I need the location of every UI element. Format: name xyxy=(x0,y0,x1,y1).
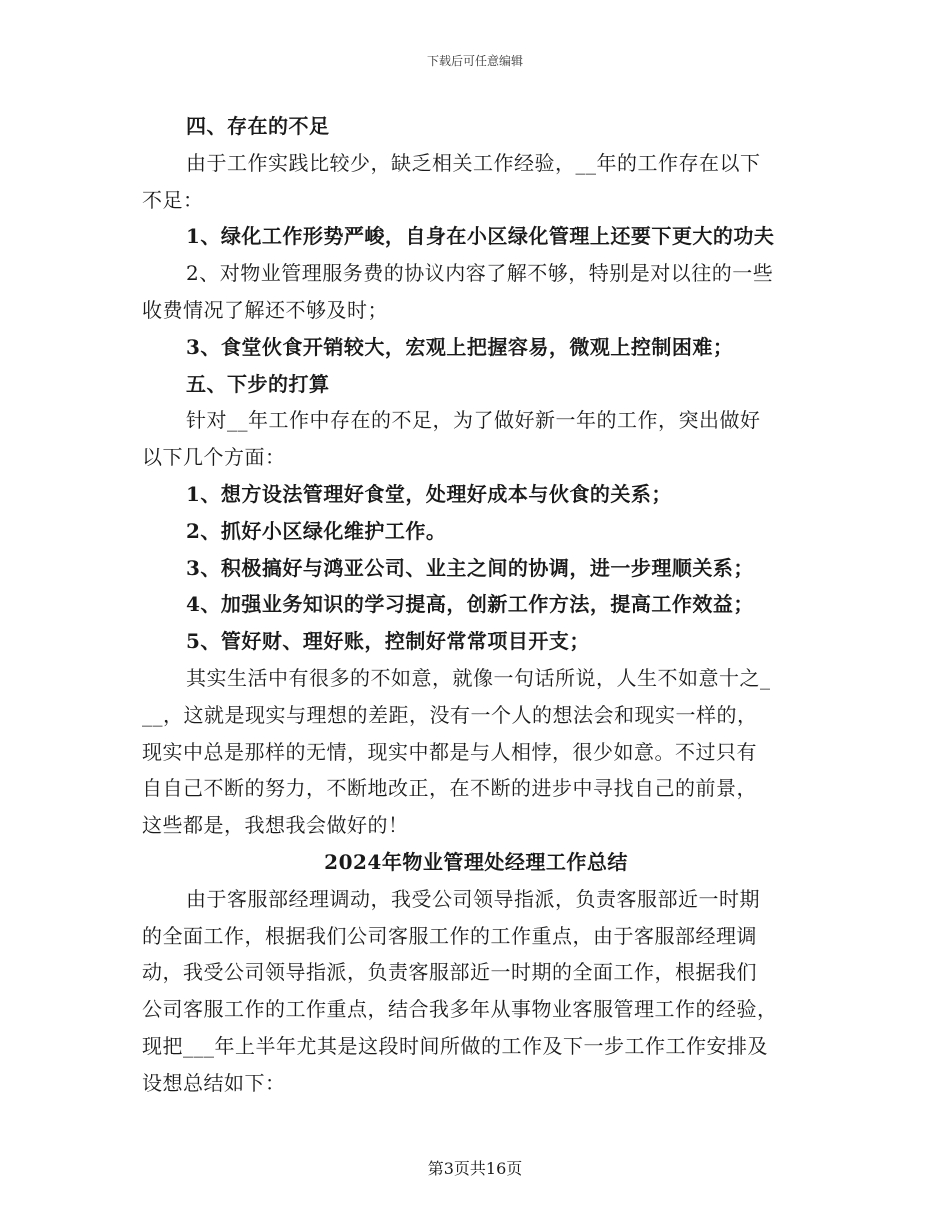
section-heading-shortcomings: 四、存在的不足 xyxy=(186,114,330,138)
page-number: 第3页共16页 xyxy=(427,1159,523,1178)
paragraph-line: 以下几个方面： xyxy=(142,445,286,470)
document-title: 2024年物业管理处经理工作总结 xyxy=(324,849,628,874)
paragraph-line: 针对__年工作中存在的不足，为了做好新一年的工作，突出做好 xyxy=(186,408,761,433)
paragraph-line: 这些都是，我想我会做好的！ xyxy=(142,813,409,838)
document-body xyxy=(142,108,810,1102)
paragraph-line: 现把___年上半年尤其是这段时间所做的工作及下一步工作工作安排及 xyxy=(142,1033,768,1058)
paragraph-line: 收费情况了解还不够及时； xyxy=(142,297,388,322)
paragraph-line: 动，我受公司领导指派，负责客服部近一时期的全面工作，根据我们 xyxy=(142,960,757,985)
paragraph-line: 设想总结如下： xyxy=(142,1070,286,1095)
paragraph-line: 其实生活中有很多的不如意，就像一句话所说，人生不如意十之_ xyxy=(186,665,771,690)
list-item: 5、管好财、理好账，控制好常常项目开支； xyxy=(186,629,590,654)
list-item: 1、想方设法管理好食堂，处理好成本与伙食的关系； xyxy=(186,481,672,506)
paragraph-line: 由于客服部经理调动，我受公司领导指派，负责客服部近一时期 xyxy=(186,886,760,911)
paragraph-line: 的全面工作，根据我们公司客服工作的工作重点，由于客服部经理调 xyxy=(142,923,757,948)
list-item: 2、抓好小区绿化维护工作。 xyxy=(186,518,447,543)
paragraph-line: 由于工作实践比较少，缺乏相关工作经验，__年的工作存在以下 xyxy=(186,150,761,175)
list-item: 3、食堂伙食开销较大，宏观上把握容易，微观上控制困难； xyxy=(186,334,734,359)
paragraph-line: 现实中总是那样的无情，现实中都是与人相悖，很少如意。不过只有 xyxy=(142,739,757,764)
section-heading-next-steps: 五、下步的打算 xyxy=(186,371,330,396)
list-item: 4、加强业务知识的学习提高，创新工作方法，提高工作效益； xyxy=(186,592,754,617)
list-item: 1、绿化工作形势严峻，自身在小区绿化管理上还要下更大的功夫 xyxy=(186,224,775,249)
list-item: 2、对物业管理服务费的协议内容了解不够，特别是对以往的一些 xyxy=(186,261,774,286)
paragraph-line: __，这就是现实与理想的差距，没有一个人的想法会和现实一样的， xyxy=(142,702,758,727)
paragraph-line: 公司客服工作的工作重点，结合我多年从事物业客服管理工作的经验， xyxy=(142,997,778,1022)
paragraph-line: 不足： xyxy=(142,187,204,212)
header-note: 下载后可任意编辑 xyxy=(426,54,523,68)
list-item: 3、积极搞好与鸿亚公司、业主之间的协调，进一步理顺关系； xyxy=(186,555,754,580)
paragraph-line: 自自己不断的努力，不断地改正，在不断的进步中寻找自己的前景， xyxy=(142,776,757,801)
